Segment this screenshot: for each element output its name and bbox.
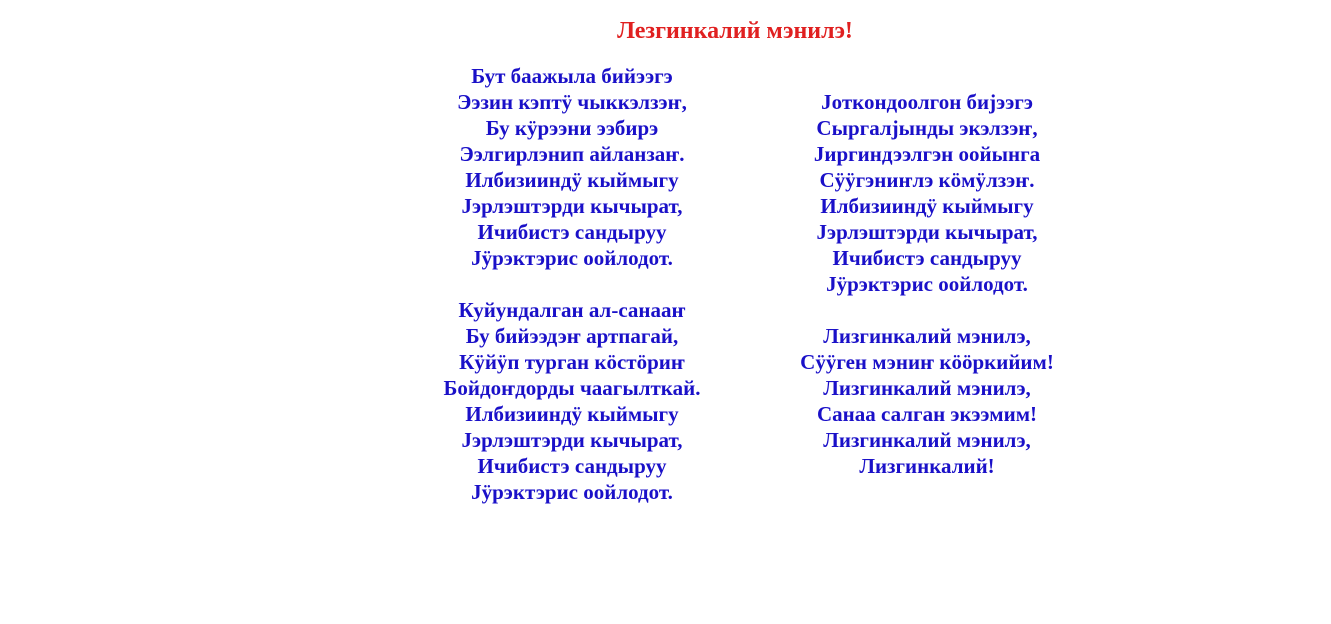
verse-line: Јэрлэштэрди кычырат, (461, 194, 683, 218)
verse-line: Ичибистэ сандыруу (477, 220, 667, 244)
verse-line: Ээзин кэптӱ чыккэлзэҥ, (457, 90, 687, 114)
verse-line: Илбизииндӱ кыймыгу (465, 402, 679, 426)
verse-line: Санаа салган экээмим! (816, 402, 1037, 426)
verse-line: Лизгинкалий мэнилэ, (823, 428, 1031, 452)
verse-line: Илбизииндӱ кыймыгу (465, 168, 679, 192)
verse-line: Бут баажыла бийээгэ (471, 64, 673, 88)
verse-line: Јӱрэктэрис оойлодот. (471, 480, 673, 504)
verse-line: Сӱӱген мэниҥ кӧӧркийим! (800, 350, 1054, 374)
right-column (727, 89, 1127, 479)
verse-line: Јӱрэктэрис оойлодот. (826, 272, 1028, 296)
right-stanza-1 (727, 89, 1127, 297)
verse-line: Ичибистэ сандыруу (832, 246, 1022, 270)
left-stanza-2 (372, 297, 772, 505)
left-stanza-1 (372, 63, 772, 271)
stanza-gap (372, 271, 772, 297)
verse-line: Јэрлэштэрди кычырат, (461, 428, 683, 452)
right-stanza-2 (727, 323, 1127, 479)
verse-line: Ичибистэ сандыруу (477, 454, 667, 478)
verse-line: Куйундалган ал-санааҥ (458, 298, 686, 322)
verse-line: Јиргиндээлгэн оойынга (813, 142, 1041, 166)
left-column (372, 63, 772, 505)
verse-line: Јӱрэктэрис оойлодот. (471, 246, 673, 270)
verse-line: Лизгинкалий мэнилэ, (823, 324, 1031, 348)
verse-line: Сыргалјынды экэлзэҥ, (816, 116, 1038, 140)
page-title: Лезгинкалий мэнилэ! (617, 18, 853, 44)
verse-line: Ээлгирлэнип айланзаҥ. (459, 142, 685, 166)
verse-line: Бойдоҥдорды чаагылткай. (443, 376, 701, 400)
verse-line: Јэрлэштэрди кычырат, (816, 220, 1038, 244)
verse-line: Бу кӱрээни ээбирэ (485, 116, 659, 140)
verse-line: Лизгинкалий! (859, 454, 995, 478)
verse-line: Кӱйӱп турган кӧстӧриҥ (459, 350, 685, 374)
verse-line: Лизгинкалий мэнилэ, (823, 376, 1031, 400)
verse-line: Сӱӱгэниҥлэ кӧмӱлзэҥ. (819, 168, 1035, 192)
verse-line: Јоткондоолгон бијээгэ (821, 90, 1033, 114)
stanza-gap (727, 297, 1127, 323)
verse-line: Илбизииндӱ кыймыгу (820, 194, 1034, 218)
verse-line: Бу бийээдэҥ артпагай, (465, 324, 679, 348)
